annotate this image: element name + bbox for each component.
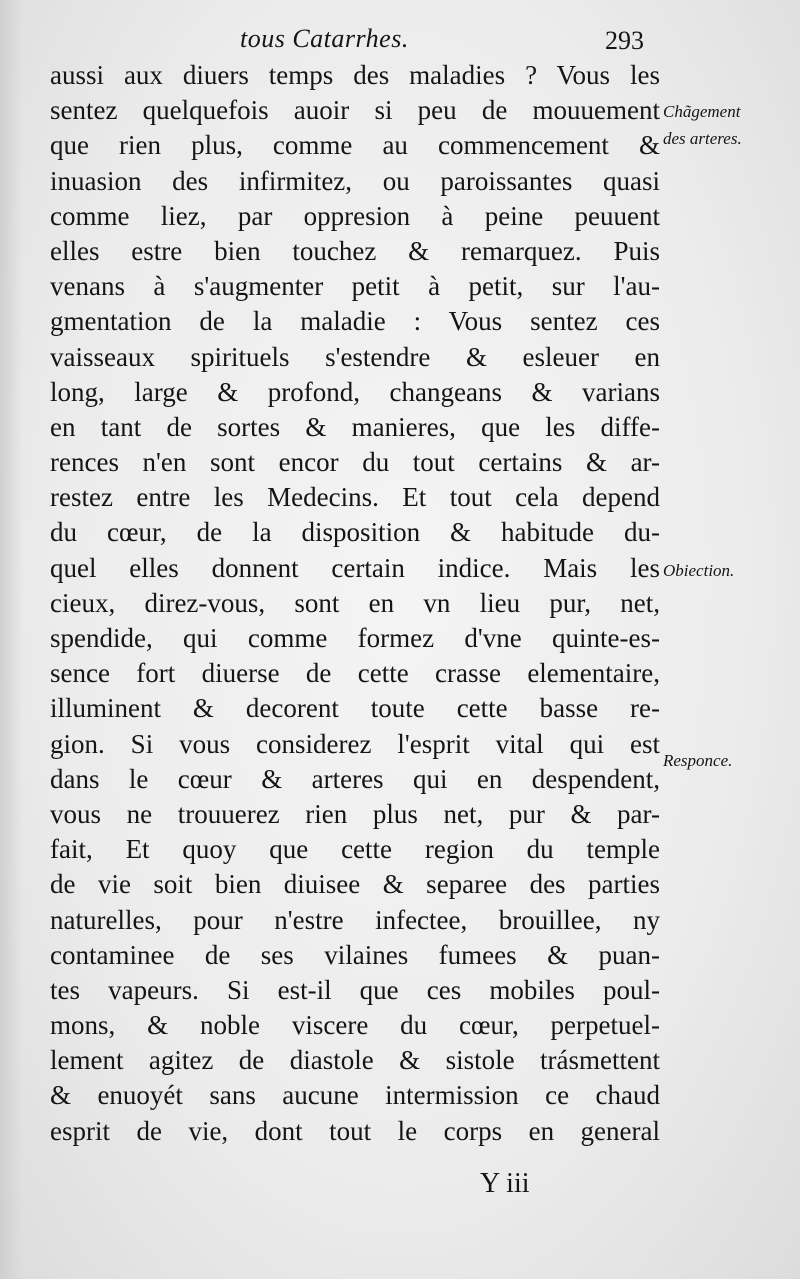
text-line: venans à s'augmenter petit à petit, sur l'au- — [50, 271, 660, 302]
text-line: tes vapeurs. Si est-il que ces mobiles poul- — [50, 974, 660, 1005]
text-line: gmentation de la maladie : Vous sentez ces — [50, 306, 660, 337]
text-line: & enuoyét sans aucune intermission ce chaud — [50, 1080, 660, 1111]
text-line: aussi aux diuers temps des maladies ? Vous les — [50, 60, 660, 90]
page-gutter-shadow — [0, 0, 22, 1279]
text-line: illuminent & decorent toute cette basse re- — [50, 693, 660, 724]
margin-note-responce: Responce. — [663, 751, 733, 770]
margin-note-changement — [663, 98, 742, 152]
text-line: lement agitez de diastole & sistole trásmettent — [50, 1045, 660, 1076]
margin-note-line: Chãgement — [663, 102, 741, 121]
text-line: restez entre les Medecins. Et tout cela depend — [50, 482, 660, 513]
text-line: sence fort diuerse de cette crasse elementaire, — [50, 658, 660, 689]
text-line: sentez quelquefois auoir si peu de mouuement — [50, 95, 660, 126]
text-line: du cœur, de la disposition & habitude du- — [50, 517, 660, 548]
signature-mark: Y iii — [480, 1168, 530, 1199]
text-line: mons, & noble viscere du cœur, perpetuel- — [50, 1010, 660, 1041]
text-line: contaminee de ses vilaines fumees & puan- — [50, 939, 660, 970]
page-number: 293 — [605, 26, 644, 55]
text-line: elles estre bien touchez & remarquez. Puis — [50, 235, 660, 266]
text-line: spendide, qui comme formez d'vne quinte-es- — [50, 623, 660, 653]
margin-note-obiection: Obiection. — [663, 561, 735, 580]
body-text — [50, 58, 660, 1149]
text-line: en tant de sortes & manieres, que les diffe- — [50, 411, 660, 442]
text-line: dans le cœur & arteres qui en despendent, — [50, 763, 660, 794]
text-line: naturelles, pour n'estre infectee, brouillee, ny — [50, 904, 660, 935]
text-line: fait, Et quoy que cette region du temple — [50, 834, 660, 865]
text-line: de vie soit bien diuisee & separee des parties — [50, 869, 660, 900]
text-line: cieux, direz-vous, sont en vn lieu pur, net, — [50, 587, 660, 618]
text-line: esprit de vie, dont tout le corps en general — [50, 1115, 660, 1146]
text-line: long, large & profond, changeans & varians — [50, 376, 660, 407]
text-line: quel elles donnent certain indice. Mais les — [50, 552, 660, 583]
margin-note-line: des arteres. — [663, 129, 742, 148]
text-line: inuasion des infirmitez, ou paroissantes quasi — [50, 165, 660, 196]
text-line: comme liez, par oppresion à peine peuuent — [50, 200, 660, 231]
text-line: vous ne trouuerez rien plus net, pur & par- — [50, 798, 660, 829]
text-line: vaisseaux spirituels s'estendre & esleuer en — [50, 341, 660, 372]
text-line: que rien plus, comme au commencement & — [50, 130, 660, 161]
running-title: tous Catarrhes. — [240, 24, 409, 53]
text-line: rences n'en sont encor du tout certains & ar- — [50, 447, 660, 478]
text-line: gion. Si vous considerez l'esprit vital qui est — [50, 728, 660, 759]
